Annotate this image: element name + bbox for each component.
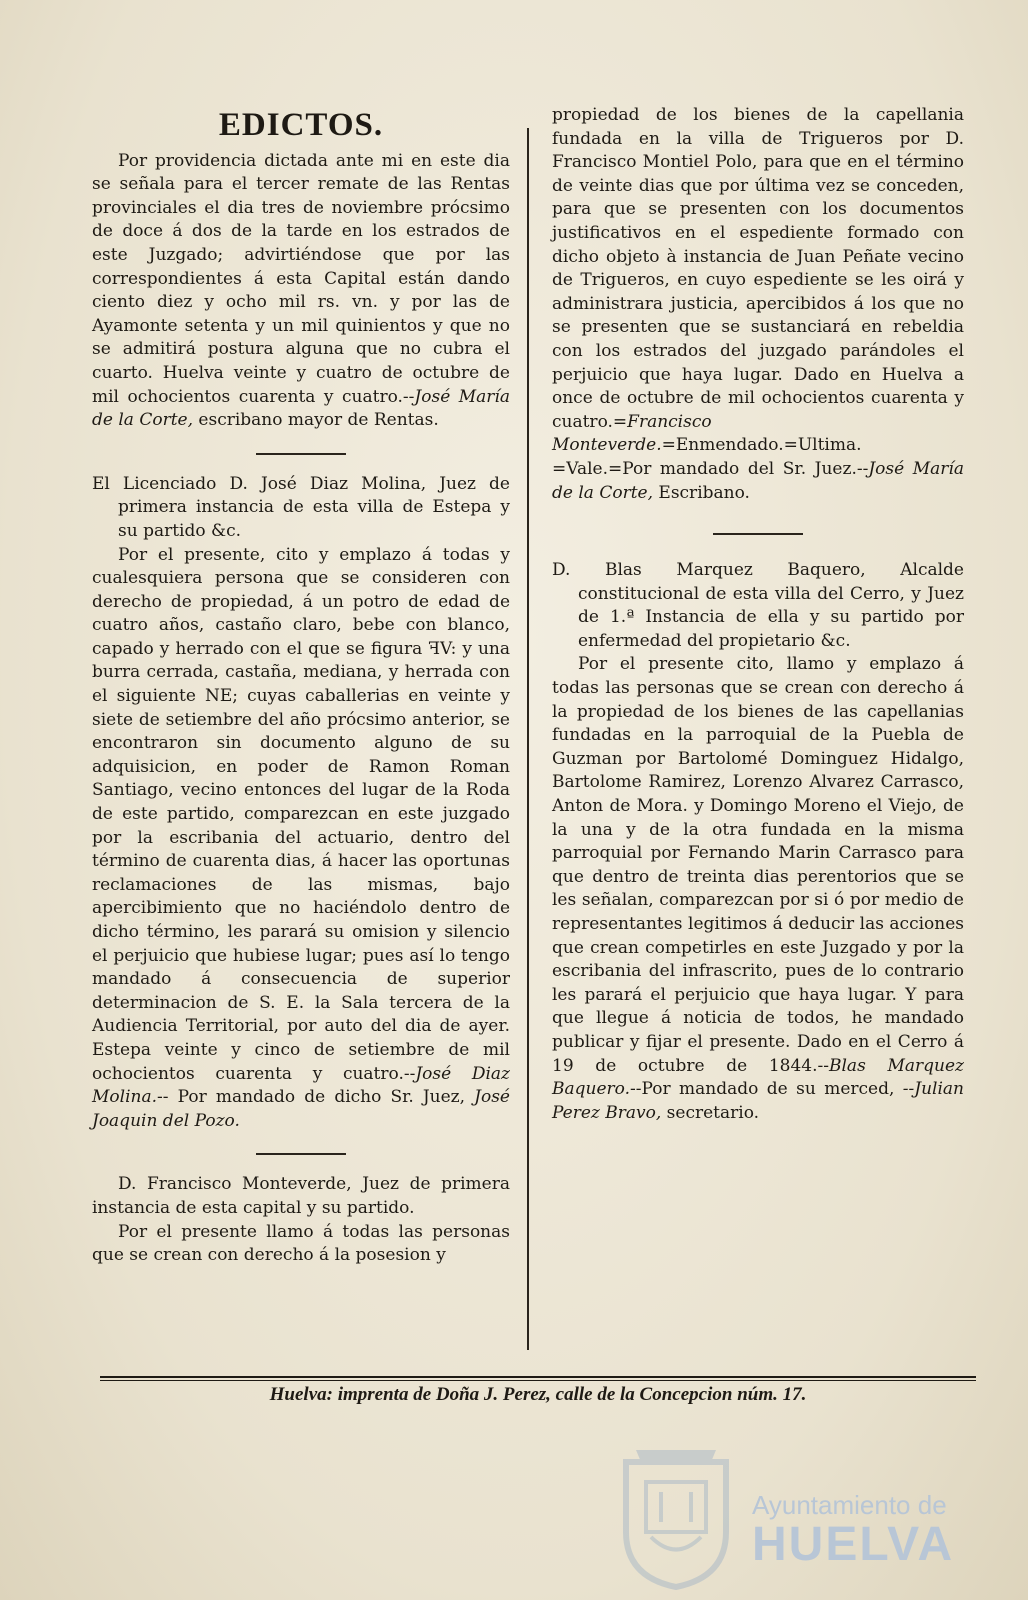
page-title: EDICTOS. bbox=[218, 107, 384, 143]
imprint-footer: Huelva: imprenta de Doña J. Perez, calle de la Concepcion núm. 17. bbox=[269, 1384, 807, 1405]
edict-monteverde-continued bbox=[552, 104, 964, 505]
edict-rentas-body: Por providencia dictada ante mi en este dia se señala para el tercer remate de las Rentas provinciales el dia tres de noviembre prócsimo de doce á dos de la tarde en los estrados de este Juzgado; advirtiéndose que por las correspondientes á esta Capital están dando ciento diez y ocho mil rs. vn. y por las de Ayamonte setenta y un mil quinientos y que no se admitirá postura alguna que no cubra el cuarto. Huelva veinte y cuatro de octubre de mil ochocientos cuarenta y cuatro.-- bbox=[92, 150, 510, 407]
edict-estepa-sig1: José Diaz Molina. bbox=[92, 1063, 510, 1108]
edict-cerro-body: Por el presente cito, llamo y emplazo á todas las personas que se crean con derecho á la propiedad de los bienes de las capellanias fundadas en la parroquial de la Puebla de Guzman por Bartolomé Dominguez Hidalgo, Bartolome Ramirez, Lorenzo Alvarez Carrasco, Anton de Mora. y Domingo Moreno el Viejo, de la una y de la otra fundada en la misma parroquial por Fernando Marin Carrasco para que dentro de treinta dias perentorios que se les señalan, comparezcan por si ó por medio de representantes legitimos á deducir las acciones que crean competirles en este Juzgado y por la escribania del infrascrito, pues de lo contrario les parará el perjuicio que haya lugar. Y para que llegue á noticia de todos, he mandado publicar y fijar el presente. Dado en el Cerro á 19 de octubre de 1844.-- bbox=[552, 654, 964, 1076]
edict-estepa-heading: El Licenciado D. José Diaz Molina, Juez de primera instancia de esta villa de Estepa y su partido &c. bbox=[92, 473, 510, 541]
left-column bbox=[92, 100, 510, 1268]
watermark-line1: Ayuntamiento de bbox=[752, 1490, 947, 1520]
edict-monteverde-body: propiedad de los bienes de la capellania fundada en la villa de Trigueros por D. Francisco Montiel Polo, para que en el término de veinte dias que por última vez se conceden, para que se presenten con los documentos justificativos en el espediente formado con dicho objeto à instancia de Juan Peñate vecino de Trigueros, en cuyo espediente se les oirá y administrara justicia, apercibidos á los que no se presenten que se sustanciará en rebeldia con los estrados del juzgado parándoles el perjuicio que haya lugar. Dado en Huelva a once de octubre de mil ochocientos cuarenta y cuatro.= bbox=[552, 105, 964, 432]
edict-cerro-sig2: --Julian Perez Bravo, bbox=[552, 1079, 964, 1123]
edict-monteverde-mid: =Enmendado.=Ultima. =Vale.=Por mandado del Sr. Juez.-- bbox=[552, 435, 869, 479]
edict-estepa bbox=[92, 544, 510, 1134]
edict-monteverde-sig2: José María de la Corte, bbox=[552, 458, 964, 503]
footer-rule-thin bbox=[100, 1380, 976, 1381]
edict-monteverde-end: Escribano. bbox=[658, 482, 750, 503]
edict-rentas-signer: José María de la Corte, bbox=[92, 386, 511, 431]
edict-cerro-mid: --Por mandado de su merced, bbox=[630, 1079, 903, 1100]
edict-monteverde-heading: D. Francisco Monteverde, Juez de primera instancia de esta capital y su partido. bbox=[92, 1174, 510, 1218]
edict-cerro-end: secretario. bbox=[661, 1102, 760, 1123]
watermark-line2: HUELVA bbox=[752, 1518, 955, 1571]
coat-of-arms-watermark-icon bbox=[616, 1442, 736, 1592]
edict-rentas bbox=[92, 150, 510, 433]
column-divider bbox=[527, 128, 529, 1350]
edict-estepa-mid: -- Por mandado de dicho Sr. Juez, bbox=[157, 1087, 466, 1108]
separator-rule bbox=[713, 533, 803, 535]
edict-estepa-sig2: José Joaquin del Pozo. bbox=[92, 1087, 510, 1131]
watermark-text bbox=[752, 1490, 1002, 1572]
edict-monteverde-sig1: Francisco Monteverde. bbox=[552, 411, 712, 456]
footer-rule bbox=[100, 1376, 976, 1378]
edict-cerro-heading: D. Blas Marquez Baquero, Alcalde constitucional de esta villa del Cerro, y Juez de 1.ª Instancia de ella y su partido por enfermedad del propietario &c. bbox=[552, 560, 964, 651]
separator-rule bbox=[256, 453, 346, 455]
edict-cerro-sig1: Blas Marquez Baquero. bbox=[552, 1055, 964, 1100]
separator-rule bbox=[256, 1153, 346, 1155]
edict-cerro bbox=[552, 653, 964, 1125]
edict-estepa-body: Por el presente, cito y emplazo á todas y cualesquiera persona que se consideren con derecho de propiedad, á un potro de edad de cuatro años, castaño claro, bebe con blanco, capado y herrado con el que se figura ꟻV: y una burra cerrada, castaña, mediana, y herrada con el siguiente NE; cuyas caballerias en veinte y siete de setiembre del año prócsimo anterior, se encontraron sin documento alguno de su adquisicion, en poder de Ramon Roman Santiago, vecino entonces del lugar de la Roda de este partido, comparezcan en este juzgado por la escribania del actuario, dentro del término de cuarenta dias, á hacer las oportunas reclamaciones de las mismas, bajo apercibimiento que no haciéndolo dentro de dicho término, les parará su omision y silencio el perjuicio que hubiese lugar; pues así lo tengo mandado á consecuencia de superior determinacion de S. E. la Sala tercera de la Audiencia Territorial, por auto del dia de ayer. Estepa veinte y cinco de setiembre de mil ochocientos cuarenta y cuatro.-- bbox=[92, 544, 510, 1084]
edict-monteverde-body-start: Por el presente llamo á todas las personas que se crean con derecho á la posesion y bbox=[92, 1221, 510, 1266]
right-column bbox=[552, 104, 964, 1125]
edict-rentas-signer-title: escribano mayor de Rentas. bbox=[198, 410, 439, 431]
